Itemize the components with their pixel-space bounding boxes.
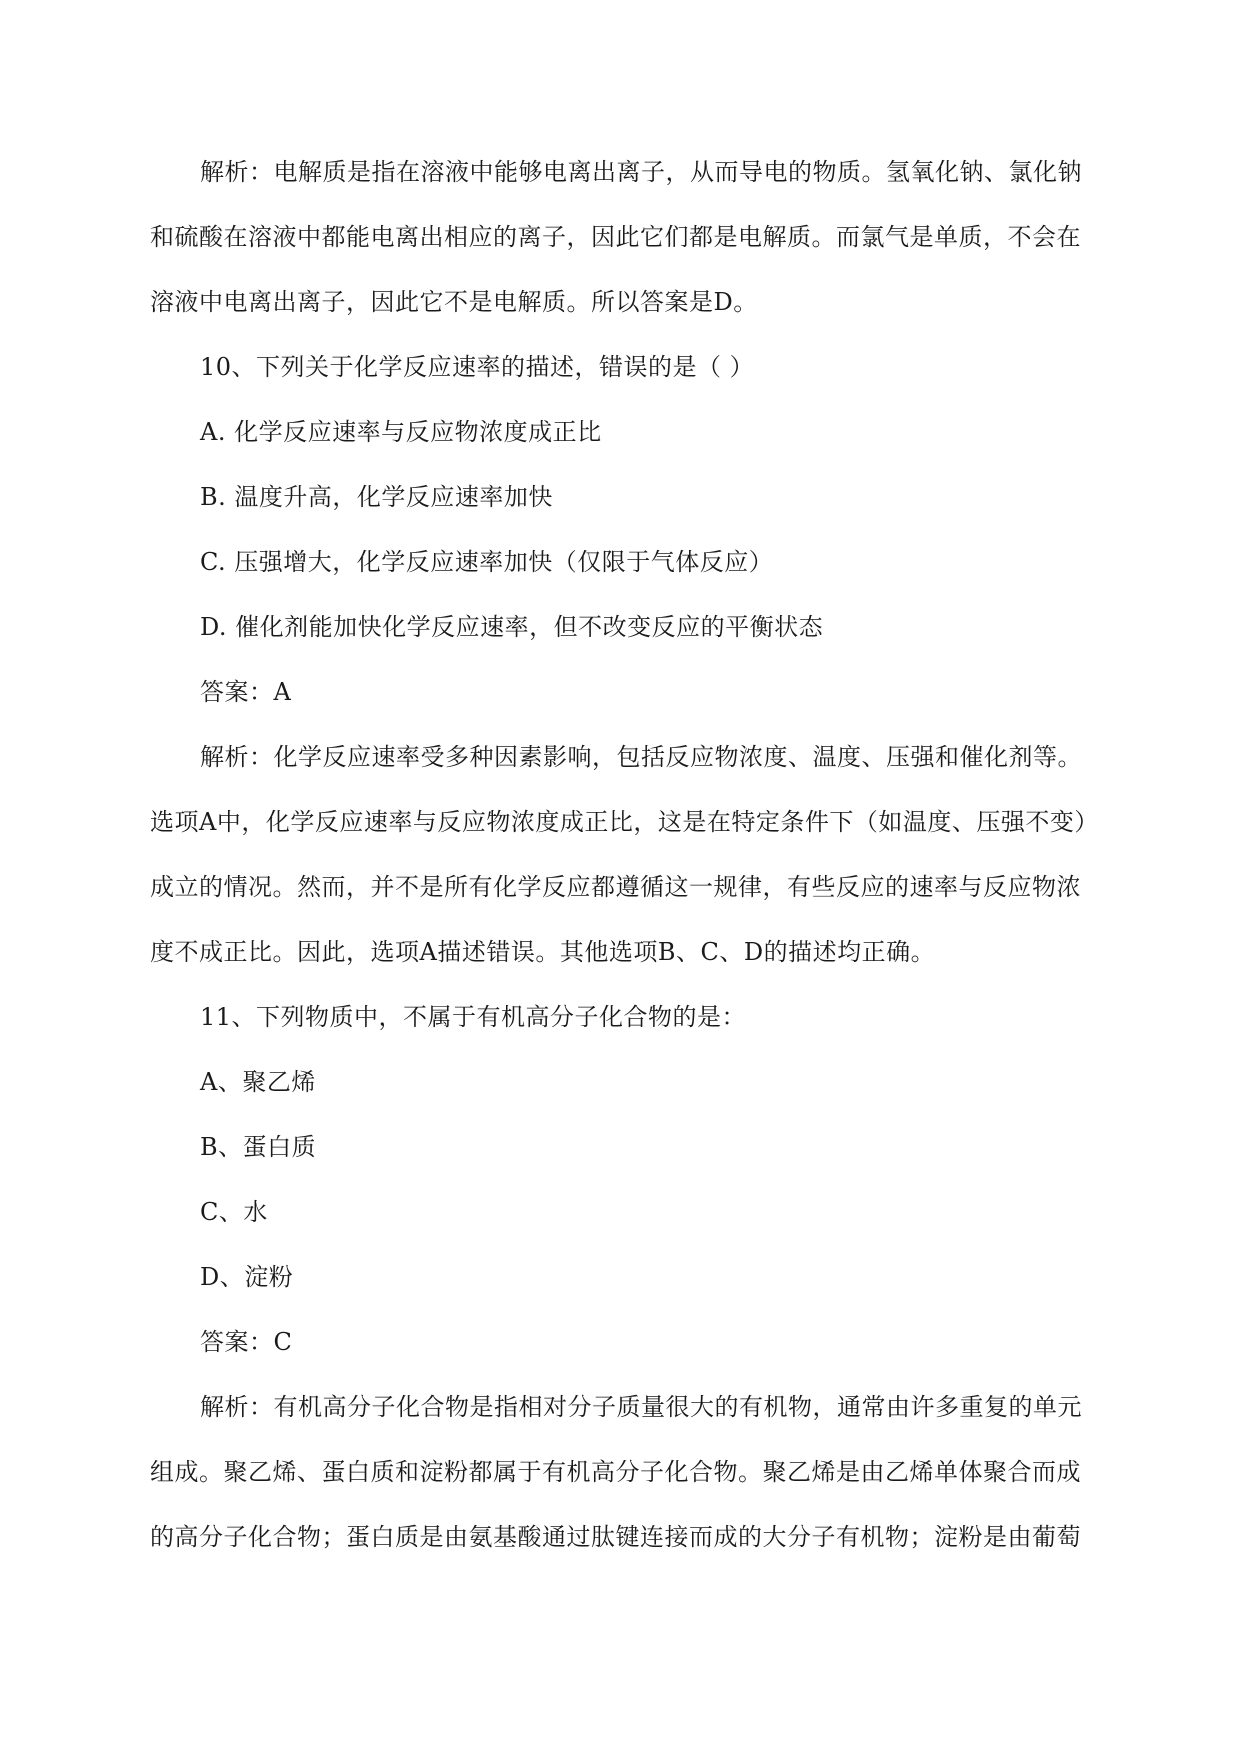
question-11-option-d: D、淀粉 <box>200 1263 294 1291</box>
question-10-option-a: A. 化学反应速率与反应物浓度成正比 <box>200 418 602 446</box>
question-11-answer: 答案：C <box>200 1328 293 1356</box>
question-11-option-c: C、水 <box>200 1198 268 1226</box>
question-10: 10、下列关于化学反应速率的描述，错误的是（ ） <box>200 353 755 381</box>
explanation-paragraph: 解析：电解质是指在溶液中能够电离出离子，从而导电的物质。氢氧化钠、氯化钠和硫酸在溶液中都能电离出相应的离子，因此它们都是电解质。而氯气是单质，不会在溶液中电离出离子，因此它不是电解质。所以答案是D。 <box>150 158 1082 316</box>
question-11-explanation: 解析：有机高分子化合物是指相对分子质量很大的有机物，通常由许多重复的单元组成。聚乙烯、蛋白质和淀粉都属于有机高分子化合物。聚乙烯是由乙烯单体聚合而成的高分子化合物；蛋白质是由氨基酸通过肽键连接而成的大分子有机物；淀粉是由葡萄 <box>150 1393 1082 1551</box>
question-10-option-d: D. 催化剂能加快化学反应速率，但不改变反应的平衡状态 <box>200 613 824 641</box>
question-10-option-b: B. 温度升高，化学反应速率加快 <box>200 483 553 511</box>
question-10-explanation: 解析：化学反应速率受多种因素影响，包括反应物浓度、温度、压强和催化剂等。选项A中，化学反应速率与反应物浓度成正比，这是在特定条件下（如温度、压强不变）成立的情况。然而，并不是所有化学反应都遵循这一规律，有些反应的速率与反应物浓度不成正比。因此，选项A描述错误。其他选项B、C、D的描述均正确。 <box>150 743 1087 966</box>
question-11-option-a: A、聚乙烯 <box>200 1068 316 1096</box>
question-11-option-b: B、蛋白质 <box>200 1133 317 1161</box>
question-10-option-c: C. 压强增大，化学反应速率加快（仅限于气体反应） <box>200 548 774 576</box>
question-10-answer: 答案：A <box>200 678 292 706</box>
question-11: 11、下列物质中，不属于有机高分子化合物的是： <box>200 1003 747 1031</box>
document-body <box>150 140 1095 1570</box>
